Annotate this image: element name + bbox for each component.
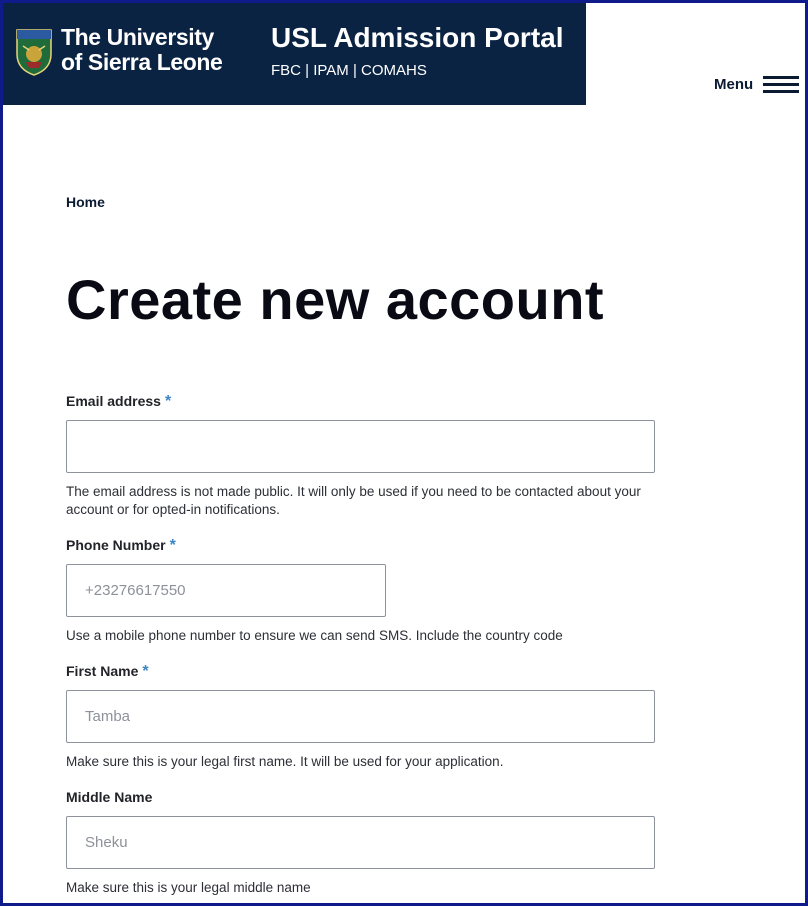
- page-title: Create new account: [66, 268, 605, 331]
- menu-label: Menu: [714, 75, 754, 93]
- first-name-help-text: Make sure this is your legal first name. It will be used for your application.: [66, 754, 504, 769]
- breadcrumb-home-link[interactable]: Home: [66, 194, 105, 210]
- first-name-label: [66, 663, 149, 681]
- required-marker: *: [169, 537, 176, 554]
- middle-name-label-text: Middle Name: [66, 789, 153, 805]
- menu-button[interactable]: [714, 74, 799, 94]
- university-crest-icon[interactable]: [15, 28, 53, 76]
- first-name-label-text: First Name: [66, 663, 139, 679]
- first-name-input[interactable]: [66, 690, 655, 743]
- university-name-line2: of Sierra Leone: [61, 49, 223, 75]
- university-name-line1: The University: [61, 24, 214, 50]
- hamburger-icon: [763, 74, 799, 94]
- phone-label-text: Phone Number: [66, 537, 166, 553]
- email-help-text: The email address is not made public. It will only be used if you need to be contacted about your account or for opted-in notifications.: [66, 484, 641, 517]
- email-input[interactable]: [66, 420, 655, 473]
- university-name[interactable]: [61, 25, 222, 75]
- middle-name-label: [66, 789, 152, 805]
- phone-help-text: Use a mobile phone number to ensure we can send SMS. Include the country code: [66, 628, 563, 643]
- phone-input[interactable]: [66, 564, 386, 617]
- portal-subtitle: FBC | IPAM | COMAHS: [271, 62, 427, 79]
- email-label-text: Email address: [66, 393, 161, 409]
- site-header: [3, 3, 586, 105]
- phone-label: [66, 537, 176, 555]
- required-marker: *: [142, 663, 149, 680]
- portal-title: USL Admission Portal: [271, 22, 564, 53]
- middle-name-help-text: Make sure this is your legal middle name: [66, 880, 311, 895]
- required-marker: *: [164, 393, 172, 410]
- middle-name-input[interactable]: [66, 816, 655, 869]
- email-label: [66, 393, 171, 411]
